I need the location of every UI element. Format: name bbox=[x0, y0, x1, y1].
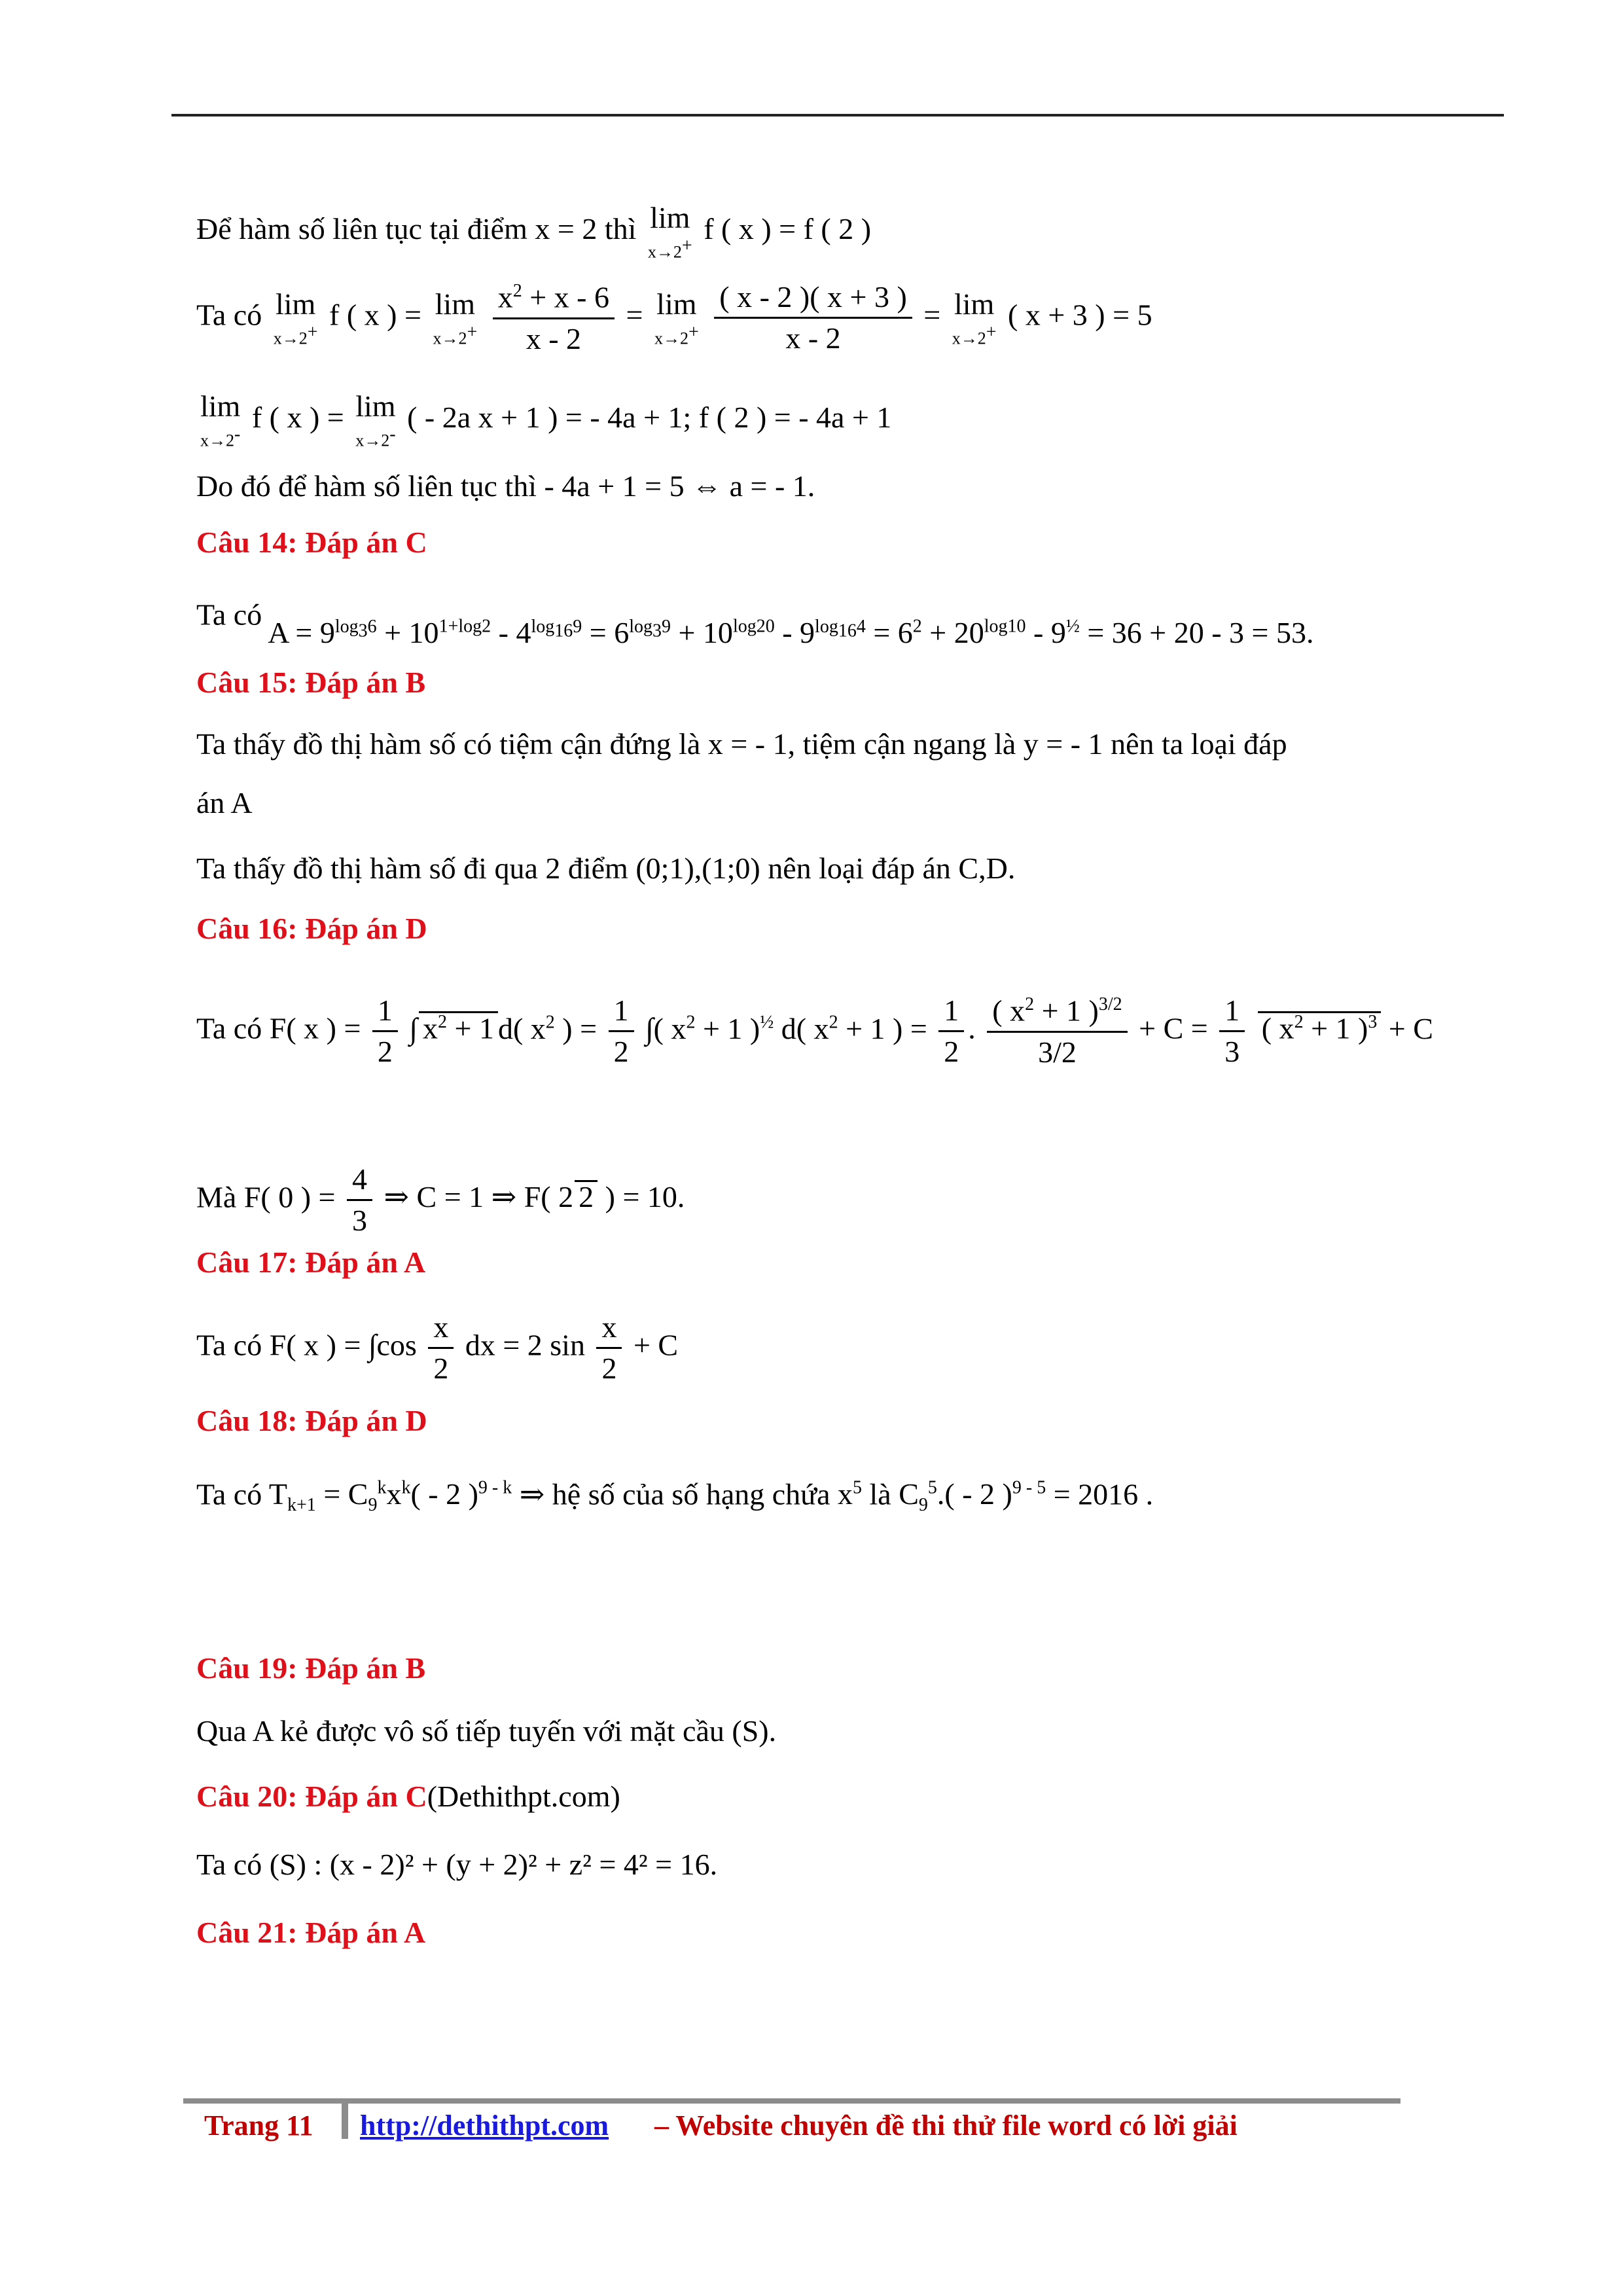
question-16-result: Mà F( 0 ) = $\frac{4}{3}$ ⇒ C = 1 ⇒ F( 2 2 ) = 10. bbox=[196, 1162, 685, 1238]
question-16-heading: Câu 16: Đáp án D bbox=[196, 912, 427, 945]
footer-rule bbox=[183, 2098, 1400, 2104]
footer-link[interactable]: http://dethithpt.com bbox=[360, 2109, 609, 2142]
question-15-solution-line-1: Ta thấy đồ thị hàm số có tiệm cận đứng là x = - 1, tiệm cận ngang là y = - 1 nên ta loại đáp bbox=[196, 727, 1287, 761]
question-15-solution-line-3: Ta thấy đồ thị hàm số đi qua 2 điểm (0;1),(1;0) nên loại đáp án C,D. bbox=[196, 852, 1016, 885]
limit-expression: lim x→2+ bbox=[647, 201, 692, 262]
page-number: Trang 11 bbox=[204, 2109, 313, 2142]
right-limit-computation: Ta có lim x→2+ f ( x ) = lim x→2+ $\frac{x^2 + x - 6}{x - 2}$ = lim x→2+ $\frac{( x - 2 )( x + 3 )}{x - 2}$ = lim x→2+ ( x + 3 ) = 5 bbox=[196, 280, 1152, 355]
footer-tagline: – Website chuyên đề thi thử file word có lời giải bbox=[654, 2109, 1238, 2142]
header-rule bbox=[171, 114, 1504, 117]
question-19-heading: Câu 19: Đáp án B bbox=[196, 1651, 426, 1685]
question-15-solution-line-2: án A bbox=[196, 786, 253, 819]
question-20-solution: Ta có (S) : (x - 2)² + (y + 2)² + z² = 4² = 16. bbox=[196, 1848, 718, 1881]
question-17-heading: Câu 17: Đáp án A bbox=[196, 1246, 426, 1279]
question-18-heading: Câu 18: Đáp án D bbox=[196, 1404, 427, 1437]
question-16-solution: Ta có F( x ) = $\frac{1}{2}$ ∫ $x^2 + 1$ d( $x^2$ ) = $\frac{1}{2}$ ∫( $x^2 + 1$ )$^{\frac{1}{2}}$ d( $x^2 + 1$ ) = $\frac{1}{2}$ . $\frac{( x^2 + 1 )^{3/2}}{3/2}$ + C = $\frac{1}{3}$ ( $x^2 + 1$ )$^3$ + C bbox=[196, 994, 1433, 1069]
footer-divider bbox=[342, 2102, 348, 2139]
question-20-heading: Câu 20: Đáp án C(Dethithpt.com) bbox=[196, 1780, 620, 1813]
conclusion-line: Do đó để hàm số liên tục thì - 4a + 1 = 5 ⇔ a = - 1. bbox=[196, 469, 815, 503]
question-14-solution: Ta có $A = 9^{log_36} + 10^{1+log2} - 4^{log_{16}9} = 6^{log_39} + 10^{log20} - 9^{log_{16}4} = 6^2 + 20^{log10} - 9^{\frac{1}{2}} = 36 + 20 - 3 = 53$. bbox=[196, 598, 1314, 650]
question-19-solution: Qua A kẻ được vô số tiếp tuyến với mặt cầu (S). bbox=[196, 1714, 777, 1748]
question-18-solution: Ta có $T_{k+1} = C_9^kx^k( - 2$ )$^{9 - k}$ ⇒ hệ số của số hạng chứa $x^5$ là $C_9^5.( - 2$ )$^{9 - 5}$ = 2016 . bbox=[196, 1477, 1154, 1516]
footer bbox=[204, 2109, 1238, 2142]
question-14-heading: Câu 14: Đáp án C bbox=[196, 526, 427, 559]
question-15-heading: Câu 15: Đáp án B bbox=[196, 666, 426, 699]
continuity-condition-line: Để hàm số liên tục tại điểm x = 2 thì lim x→2+ f ( x ) = f ( 2 ) bbox=[196, 201, 872, 262]
question-17-solution: Ta có F( x ) = ∫cos $\frac{x}{2}$ dx = 2 sin $\frac{x}{2}$ + C bbox=[196, 1310, 679, 1386]
left-limit-computation: lim x→2- f ( x ) = lim x→2- ( - 2a x + 1 ) = - 4a + 1; f ( 2 ) = - 4a + 1 bbox=[200, 389, 892, 450]
question-21-heading: Câu 21: Đáp án A bbox=[196, 1916, 426, 1949]
